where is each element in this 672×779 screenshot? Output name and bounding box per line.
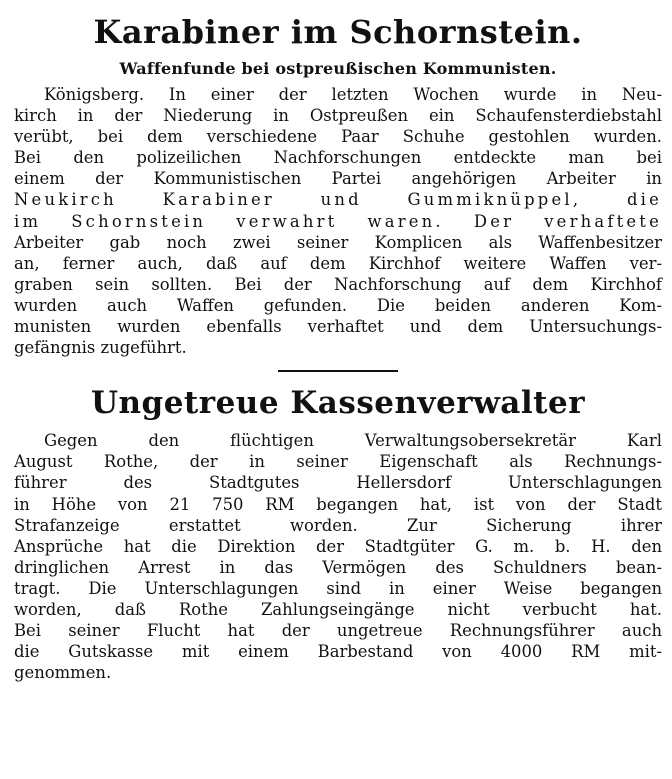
article2-line: Strafanzeige erstattet worden. Zur Sicherung ihrer bbox=[14, 515, 662, 535]
article2-body bbox=[14, 430, 662, 683]
article2-line: August Rothe, der in seiner Eigenschaft als Rechnungs- bbox=[14, 452, 662, 472]
article2-line: führer des Stadtgutes Hellersdorf Unterschlagungen bbox=[14, 473, 662, 493]
article2-line: in Höhe von 21 750 RM begangen hat, ist von der Stadt bbox=[14, 494, 662, 514]
article1-line: an, ferner auch, daß auf dem Kirchhof weitere Waffen ver- bbox=[14, 253, 662, 273]
article2-line: Gegen den flüchtigen Verwaltungsobersekretär Karl bbox=[44, 431, 662, 451]
article1-line: munisten wurden ebenfalls verhaftet und dem Untersuchungs- bbox=[14, 317, 662, 337]
article1-subheadline: Waffenfunde bei ostpreußischen Kommunisten. bbox=[119, 59, 557, 78]
article1-line: Bei den polizeilichen Nachforschungen entdeckte man bei bbox=[14, 148, 662, 168]
article1-line: Arbeiter gab noch zwei seiner Komplicen als Waffenbesitzer bbox=[14, 232, 662, 252]
article2-line: Ansprüche hat die Direktion der Stadtgüter G. m. b. H. den bbox=[14, 536, 662, 556]
article1-body bbox=[14, 84, 662, 358]
article1-line: wurden auch Waffen gefunden. Die beiden anderen Kom- bbox=[14, 295, 662, 315]
article1-line: gefängnis zugeführt. bbox=[14, 338, 187, 358]
article2-line: genommen. bbox=[14, 663, 112, 683]
article2-line: Bei seiner Flucht hat der ungetreue Rechnungsführer auch bbox=[14, 621, 662, 641]
article1-line: einem der Kommunistischen Partei angehörigen Arbeiter in bbox=[14, 169, 662, 189]
section-divider bbox=[278, 370, 398, 372]
article2-line: worden, daß Rothe Zahlungseingänge nicht verbucht hat. bbox=[14, 599, 662, 619]
article1-line: kirch in der Niederung in Ostpreußen ein Schaufensterdiebstahl bbox=[14, 106, 662, 126]
article1-line: graben sein sollten. Bei der Nachforschung auf dem Kirchhof bbox=[14, 274, 662, 294]
article1-line: Königsberg. In einer der letzten Wochen wurde in Neu- bbox=[44, 85, 662, 104]
article1-headline: Karabiner im Schornstein. bbox=[93, 13, 583, 51]
article2-line: dringlichen Arrest in das Vermögen des Schuldners bean- bbox=[14, 557, 662, 577]
article1-line: verübt, bei dem verschiedene Paar Schuhe gestohlen wurden. bbox=[14, 127, 662, 147]
article2-headline: Ungetreue Kassenverwalter bbox=[90, 385, 586, 422]
article2-line: die Gutskasse mit einem Barbestand von 4000 RM mit- bbox=[14, 642, 662, 662]
article1-line: Neukirch Karabiner und Gummiknüppel, die bbox=[14, 190, 662, 210]
article1-line: im Schornstein verwahrt waren. Der verhaftete bbox=[14, 211, 662, 231]
article2-line: tragt. Die Unterschlagungen sind in einer Weise begangen bbox=[14, 578, 662, 598]
